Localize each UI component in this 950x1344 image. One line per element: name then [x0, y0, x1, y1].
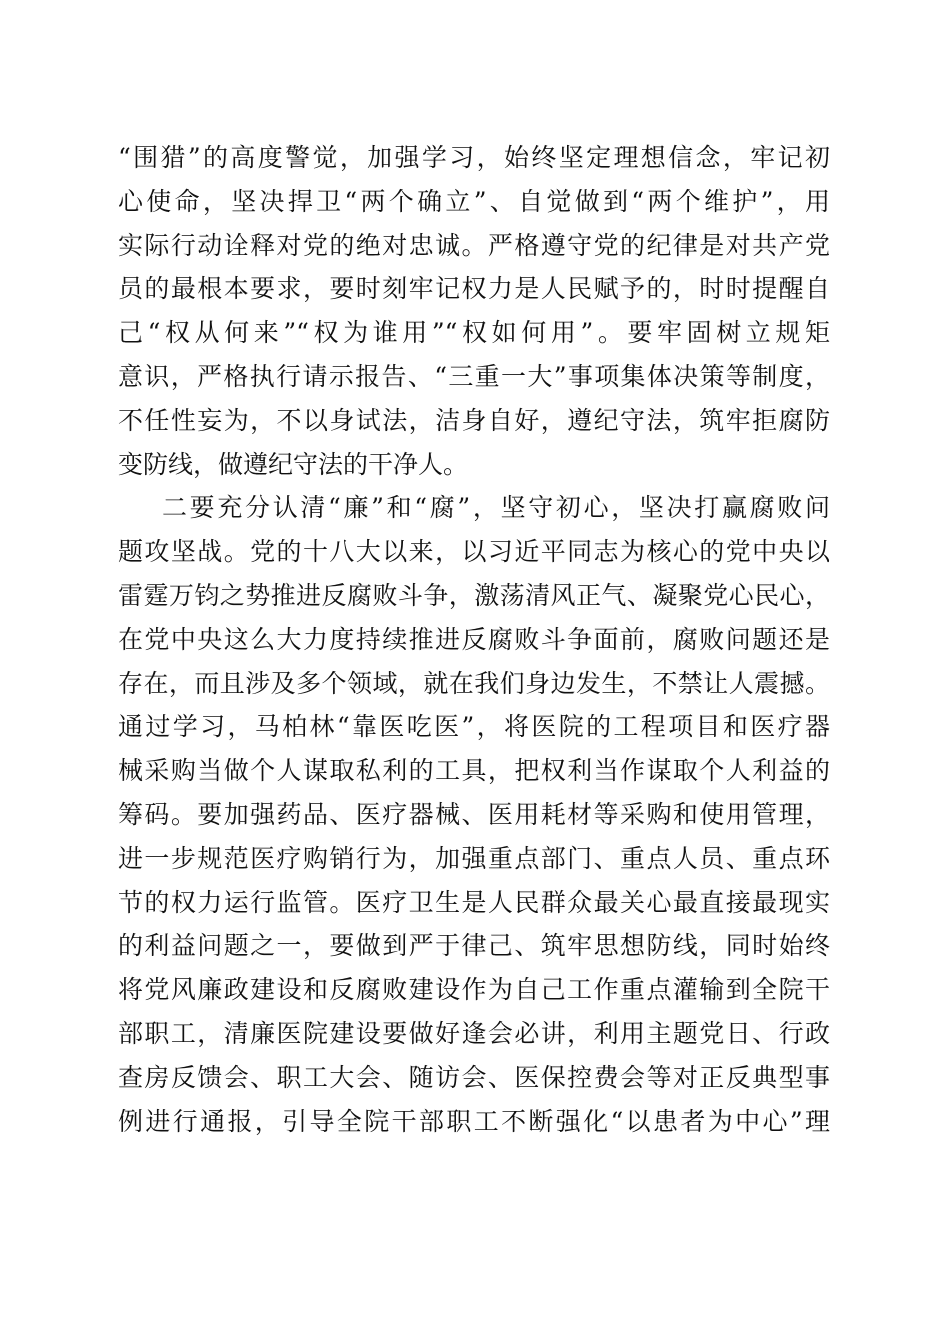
text-line: 己“权从何来”“权为谁用”“权如何用”。要牢固树立规矩	[118, 318, 830, 348]
text-line: 例进行通报，引导全院干部职工不断强化“以患者为中心”理	[118, 1106, 830, 1136]
text-line: 械采购当做个人谋取私利的工具，把权利当作谋取个人利益的	[118, 756, 830, 786]
text-line: 不任性妄为，不以身试法，洁身自好，遵纪守法，筑牢拒腐防	[118, 405, 830, 435]
text-line: 的利益问题之一，要做到严于律己、筑牢思想防线，同时始终	[118, 931, 830, 961]
text-line: 题攻坚战。党的十八大以来，以习近平同志为核心的党中央以	[118, 537, 830, 567]
text-line: 心使命，坚决捍卫“两个确立”、自觉做到“两个维护”，用	[118, 186, 830, 216]
text-line: 部职工，清廉医院建设要做好逢会必讲，利用主题党日、行政	[118, 1018, 830, 1048]
text-line: 在党中央这么大力度持续推进反腐败斗争面前，腐败问题还是	[118, 624, 830, 654]
text-line: 查房反馈会、职工大会、随访会、医保控费会等对正反典型事	[118, 1062, 830, 1092]
text-line: 存在，而且涉及多个领域，就在我们身边发生，不禁让人震撼。	[118, 668, 830, 698]
text-line: 意识，严格执行请示报告、“三重一大”事项集体决策等制度，	[118, 361, 830, 391]
body-text	[118, 136, 830, 1143]
text-line: 进一步规范医疗购销行为，加强重点部门、重点人员、重点环	[118, 843, 830, 873]
text-line: 将党风廉政建设和反腐败建设作为自己工作重点灌输到全院干	[118, 975, 830, 1005]
text-line: 变防线，做遵纪守法的干净人。	[118, 449, 469, 479]
text-line: 筹码。要加强药品、医疗器械、医用耗材等采购和使用管理，	[118, 799, 830, 829]
text-line: “围猎”的高度警觉，加强学习，始终坚定理想信念，牢记初	[118, 143, 830, 172]
paragraph-2	[118, 486, 830, 1143]
text-line: 节的权力运行监管。医疗卫生是人民群众最关心最直接最现实	[118, 887, 830, 917]
text-line: 实际行动诠释对党的绝对忠诚。严格遵守党的纪律是对共产党	[118, 230, 830, 260]
paragraph-1-continuation	[118, 136, 830, 486]
text-line: 通过学习，马柏林“靠医吃医”，将医院的工程项目和医疗器	[118, 712, 830, 742]
text-line: 员的最根本要求，要时刻牢记权力是人民赋予的，时时提醒自	[118, 274, 830, 304]
text-line: 二要充分认清“廉”和“腐”，坚守初心，坚决打赢腐败问	[162, 493, 830, 523]
text-line: 雷霆万钧之势推进反腐败斗争，激荡清风正气、凝聚党心民心，	[118, 580, 830, 610]
